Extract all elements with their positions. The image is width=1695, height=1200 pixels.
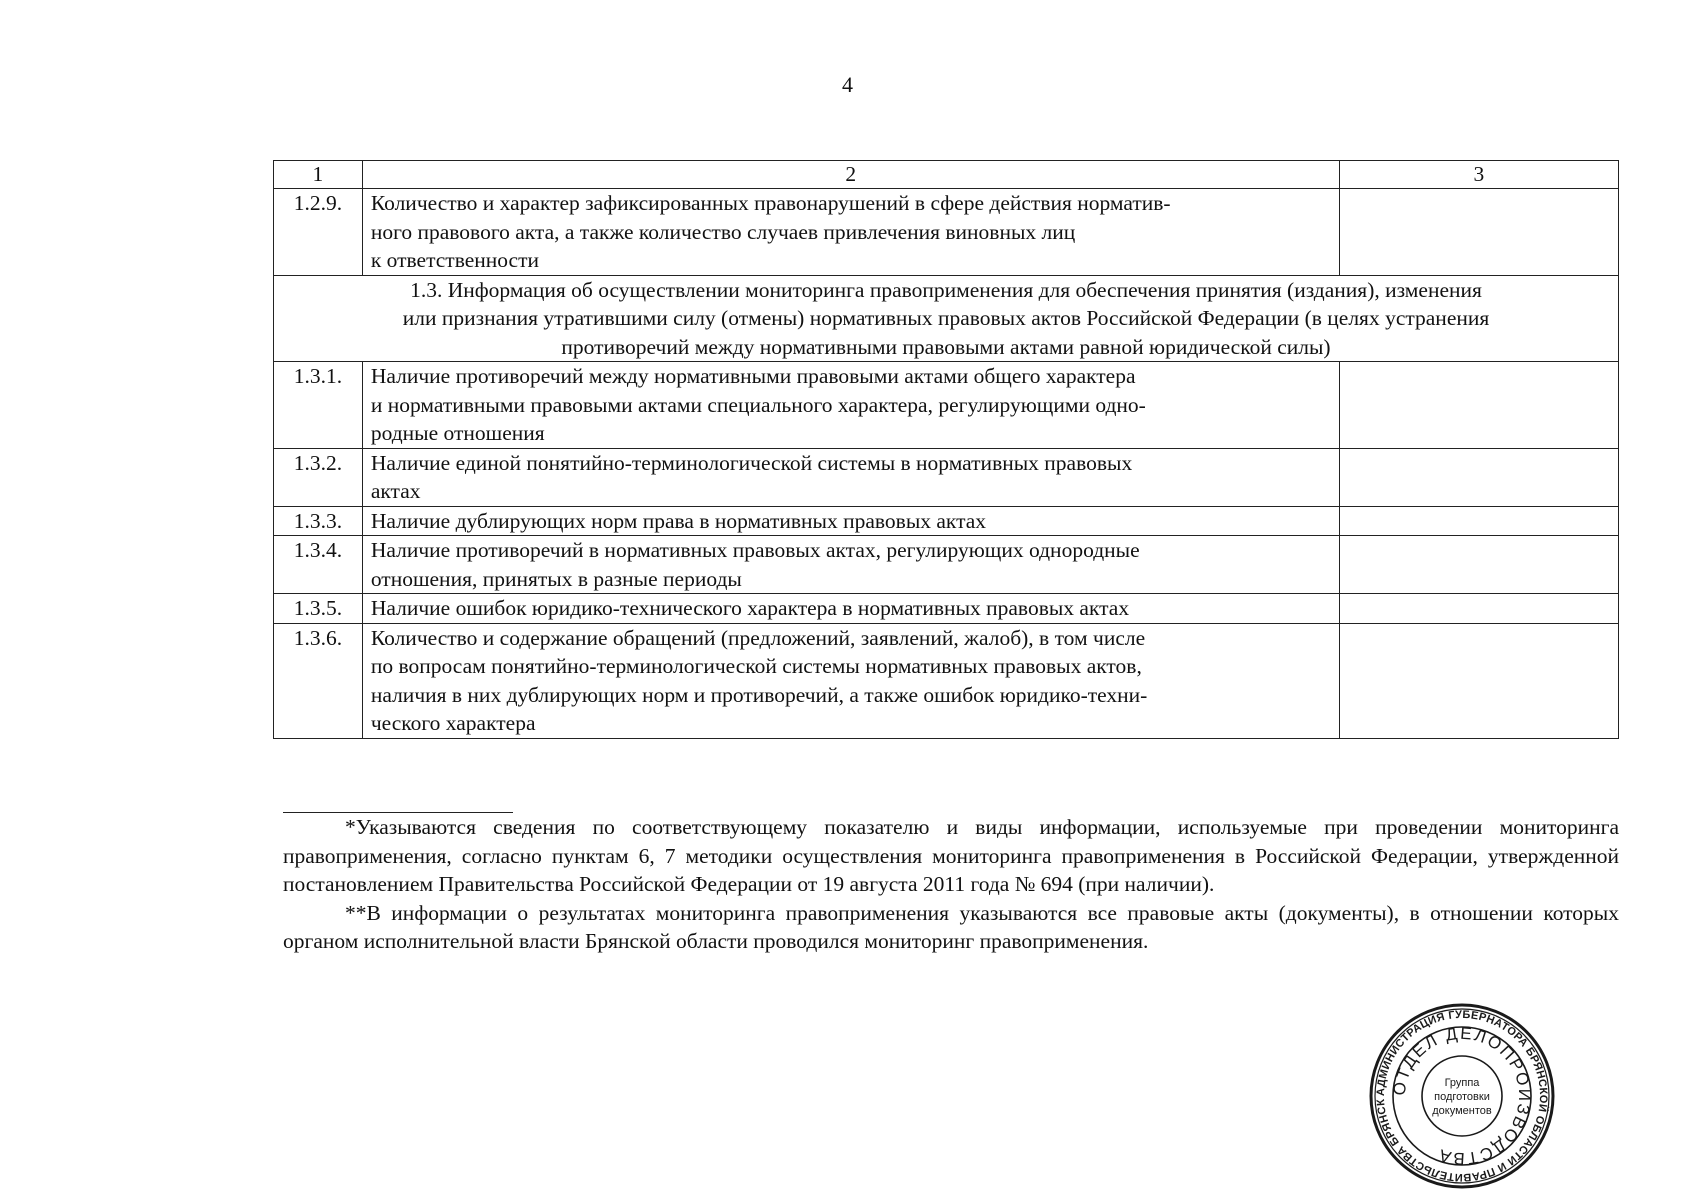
page-number: 4 [842,72,853,97]
text-line: по вопросам понятийно-терминологической системы нормативных правовых актов, [370,654,1142,678]
value-cell [1339,506,1618,536]
seal-center-line-1: Группа [1444,1077,1480,1089]
text-line: родные отношения [370,421,545,445]
text-line: 1.3. Информация об осуществлении мониторинга правоприменения для обеспечения принятия (издания), изменения [410,277,1482,302]
footnote-2: **В информации о результатах мониторинга правоприменения указываются все правовые акты (документы), в отношении которых органом исполнительной власти Брянской области проводился мониторинг правоприменения. [283,900,1619,953]
text-line: Наличие противоречий между нормативными правовыми актами общего характера [370,364,1136,388]
official-seal [1366,1000,1558,1192]
text-line: к ответственности [370,248,540,272]
indicator-text [362,594,1339,624]
seal-center-line-3: документов [1432,1105,1492,1117]
item-number: 1.2.9. [274,189,363,276]
text-line: Наличие дублирующих норм права в нормативных правовых актах [370,508,987,533]
text-line: актах [370,479,421,503]
text-line: или признания утратившими силу (отмены) нормативных правовых актов Российской Федерации (в целях устранения [402,306,1490,330]
indicator-text [362,536,1339,594]
column-number-header: 3 [1339,161,1618,189]
column-number-header: 2 [362,161,1339,189]
text-line: Количество и содержание обращений (предложений, заявлений, жалоб), в том числе [370,625,1146,650]
value-cell [1339,536,1618,594]
text-line: Наличие ошибок юридико-технического характера в нормативных правовых актах [370,596,1130,620]
item-number: 1.3.3. [274,506,363,536]
value-cell [1339,623,1618,738]
table-row [274,536,1619,594]
table-row [274,448,1619,506]
table-row [274,506,1619,536]
text-line: Наличие противоречий в нормативных правовых актах, регулирующих однородные [370,538,1140,562]
indicator-text [362,189,1339,276]
table-row [274,594,1619,624]
text-line: и нормативными правовыми актами специального характера, регулирующими одно- [370,392,1146,417]
text-line: противоречий между нормативными правовыми актами равной юридической силы) [561,334,1331,359]
footnotes [283,813,1619,956]
section-heading-row [274,275,1619,362]
column-number-header: 1 [274,161,363,189]
value-cell [1339,362,1618,449]
table-row [274,623,1619,738]
indicator-text [362,506,1339,536]
seal-center-line-2: подготовки [1434,1091,1490,1103]
text-line: отношения, принятых в разные периоды [370,566,742,591]
value-cell [1339,189,1618,276]
section-heading [274,275,1619,362]
seal-middle-text: ОТДЕЛ ДЕЛОПРОИЗВОДСТВА [1389,1023,1535,1169]
footnote-1: *Указываются сведения по соответствующему показателю и виды информации, используемые при проведении мониторинга правоприменения, согласно пунктам 6, 7 методики осуществления мониторинга правоприменения в Российской Федерации, утвержденной постановлением Правительства Российской Федерации от 19 августа 2011 года № 694 (при наличии). [283,815,1619,896]
item-number: 1.3.4. [274,536,363,594]
seal-outer-text: АДМИНИСТРАЦИЯ ГУБЕРНАТОРА БРЯНСКОЙ ОБЛАСТИ И ПРАВИТЕЛЬСТВА БРЯНСК [1374,1008,1550,1184]
table-header-row [274,161,1619,189]
text-line: наличия в них дублирующих норм и противоречий, а также ошибок юридико-техни- [370,682,1148,707]
seal-graphic [1366,1000,1558,1192]
text-line: ного правового акта, а также количество случаев привлечения виновных лиц [370,219,1076,244]
indicator-text [362,362,1339,449]
text-line: Наличие единой понятийно-терминологической системы в нормативных правовых [370,450,1133,475]
item-number: 1.3.1. [274,362,363,449]
item-number: 1.3.6. [274,623,363,738]
text-line: ческого характера [370,711,536,735]
text-line: Количество и характер зафиксированных правонарушений в сфере действия норматив- [370,191,1171,215]
indicator-text [362,623,1339,738]
table-row [274,362,1619,449]
item-number: 1.3.5. [274,594,363,624]
indicator-text [362,448,1339,506]
item-number: 1.3.2. [274,448,363,506]
table-row [274,189,1619,276]
value-cell [1339,448,1618,506]
value-cell [1339,594,1618,624]
monitoring-table [273,160,1619,739]
